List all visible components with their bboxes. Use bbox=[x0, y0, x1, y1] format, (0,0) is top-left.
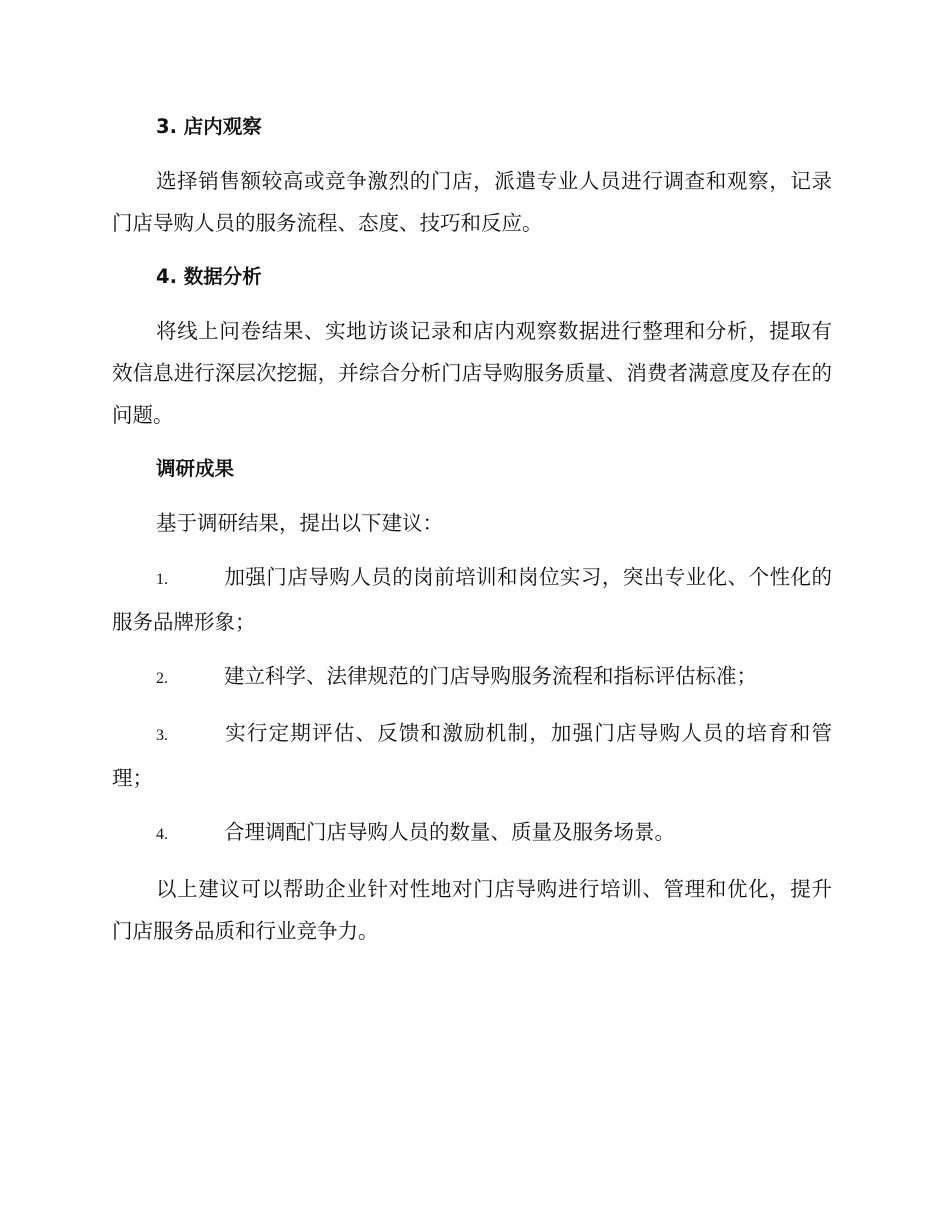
list-item bbox=[112, 811, 832, 856]
recommendation-list bbox=[112, 556, 832, 856]
section-heading-results: 调研成果 bbox=[156, 457, 235, 480]
list-item-text: 建立科学、法律规范的门店导购服务流程和指标评估标准； bbox=[224, 664, 757, 688]
paragraph-data-analysis: 将线上问卷结果、实地访谈记录和店内观察数据进行整理和分析，提取有效信息进行深层次挖掘，并综合分析门店导购服务质量、消费者满意度及存在的问题。 bbox=[112, 319, 832, 427]
paragraph-store-observation: 选择销售额较高或竞争激烈的门店，派遣专业人员进行调查和观察，记录门店导购人员的服务流程、态度、技巧和反应。 bbox=[112, 169, 832, 235]
list-item bbox=[112, 655, 832, 700]
list-item-number: 2. bbox=[156, 670, 168, 687]
list-item-text: 合理调配门店导购人员的数量、质量及服务场景。 bbox=[224, 820, 675, 844]
document-page bbox=[112, 106, 832, 964]
paragraph-conclusion: 以上建议可以帮助企业针对性地对门店导购进行培训、管理和优化，提升门店服务品质和行业竞争力。 bbox=[112, 877, 832, 943]
paragraph-results-intro: 基于调研结果，提出以下建议： bbox=[156, 511, 443, 535]
list-item bbox=[112, 556, 832, 643]
list-item-number: 4. bbox=[156, 826, 168, 843]
list-item-number: 3. bbox=[156, 727, 168, 744]
list-item-text: 实行定期评估、反馈和激励机制，加强门店导购人员的培育和管理； bbox=[112, 721, 832, 790]
list-item-text: 加强门店导购人员的岗前培训和岗位实习，突出专业化、个性化的服务品牌形象； bbox=[112, 565, 832, 634]
list-item-number: 1. bbox=[156, 571, 168, 588]
list-item bbox=[112, 712, 832, 799]
section-heading-data-analysis: 4. 数据分析 bbox=[156, 265, 262, 288]
section-heading-store-observation: 3. 店内观察 bbox=[156, 115, 262, 138]
